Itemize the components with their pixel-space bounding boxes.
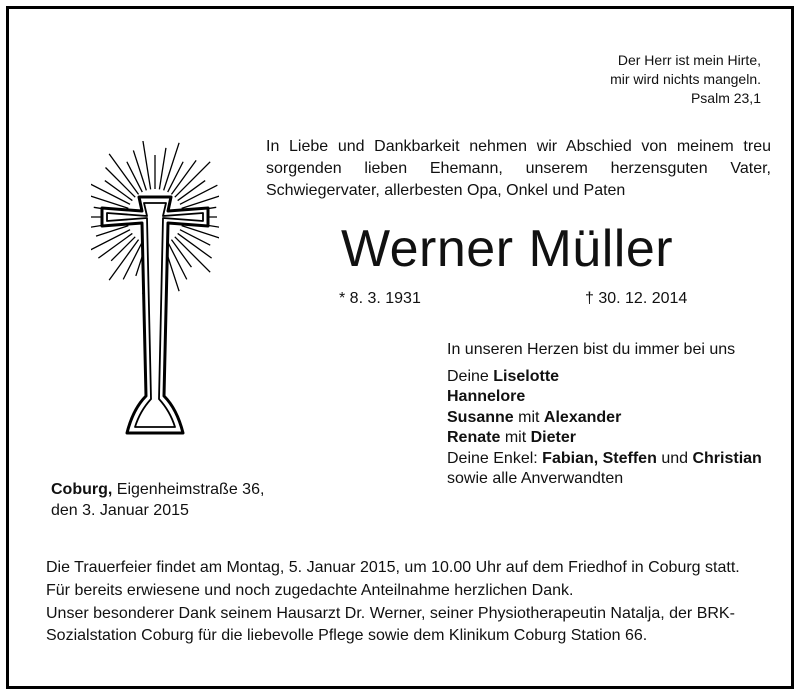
mourner-prefix: Deine Enkel: — [447, 449, 538, 467]
mourner-line: sowie alle Anverwandten — [447, 470, 624, 487]
cross-with-rays-icon — [91, 141, 219, 457]
psalm-quote — [610, 51, 761, 108]
mourner-line — [447, 428, 787, 449]
mourner-name: Susanne — [447, 408, 514, 426]
mourner-connector: mit — [504, 429, 527, 446]
obituary-notice — [6, 6, 794, 689]
notes-block — [46, 557, 771, 648]
psalm-line-2: mir wird nichts mangeln. — [610, 71, 761, 87]
mourner-line — [447, 449, 787, 470]
mourner-line — [447, 367, 787, 388]
mourner-connector: mit — [518, 408, 540, 426]
thanks-note: Für bereits erwiesene und noch zugedachte Anteilnahme herzlichen Dank. — [46, 582, 574, 599]
mourners-block — [447, 340, 787, 490]
funeral-info: Die Trauerfeier findet am Montag, 5. Januar 2015, um 10.00 Uhr auf dem Friedhof in Coburg statt. — [46, 559, 740, 576]
mourner-name: Christian — [692, 449, 762, 467]
address-block — [51, 479, 264, 521]
mourners-verse: In unseren Herzen bist du immer bei uns — [447, 341, 736, 358]
mourner-name: Alexander — [543, 408, 622, 426]
deceased-name: Werner Müller — [341, 220, 674, 278]
address-date: den 3. Januar 2015 — [51, 502, 189, 519]
mourner-prefix: Deine — [447, 367, 489, 385]
psalm-source: Psalm 23,1 — [690, 90, 761, 106]
farewell-text: In Liebe und Dankbarkeit nehmen wir Abschied von meinem treu sorgenden lieben Ehemann, unserem herzensguten Vater, Schwiegervater, allerbesten Opa, Onkel und Paten — [266, 138, 771, 199]
mourner-name: Dieter — [530, 429, 576, 446]
mourner-line — [447, 387, 787, 408]
birth-date: * 8. 3. 1931 — [339, 290, 421, 307]
mourner-connector: und — [661, 449, 689, 467]
special-thanks-note: Unser besonderer Dank seinem Hausarzt Dr. Werner, seiner Physiotherapeutin Natalja, der BRK-Sozialstation Coburg für die liebevolle Pflege sowie dem Klinikum Coburg Station 66. — [46, 605, 735, 644]
mourner-name: Hannelore — [447, 388, 526, 405]
mourner-line — [447, 408, 787, 429]
mourner-name: Fabian, Steffen — [542, 449, 657, 467]
address-line — [51, 479, 264, 500]
mourner-name: Liselotte — [493, 367, 560, 385]
address-street: Eigenheimstraße 36, — [116, 481, 265, 498]
death-date: † 30. 12. 2014 — [585, 290, 688, 307]
mourner-name: Renate — [447, 429, 501, 446]
psalm-line-1: Der Herr ist mein Hirte, — [617, 52, 761, 68]
address-city: Coburg, — [51, 481, 113, 498]
